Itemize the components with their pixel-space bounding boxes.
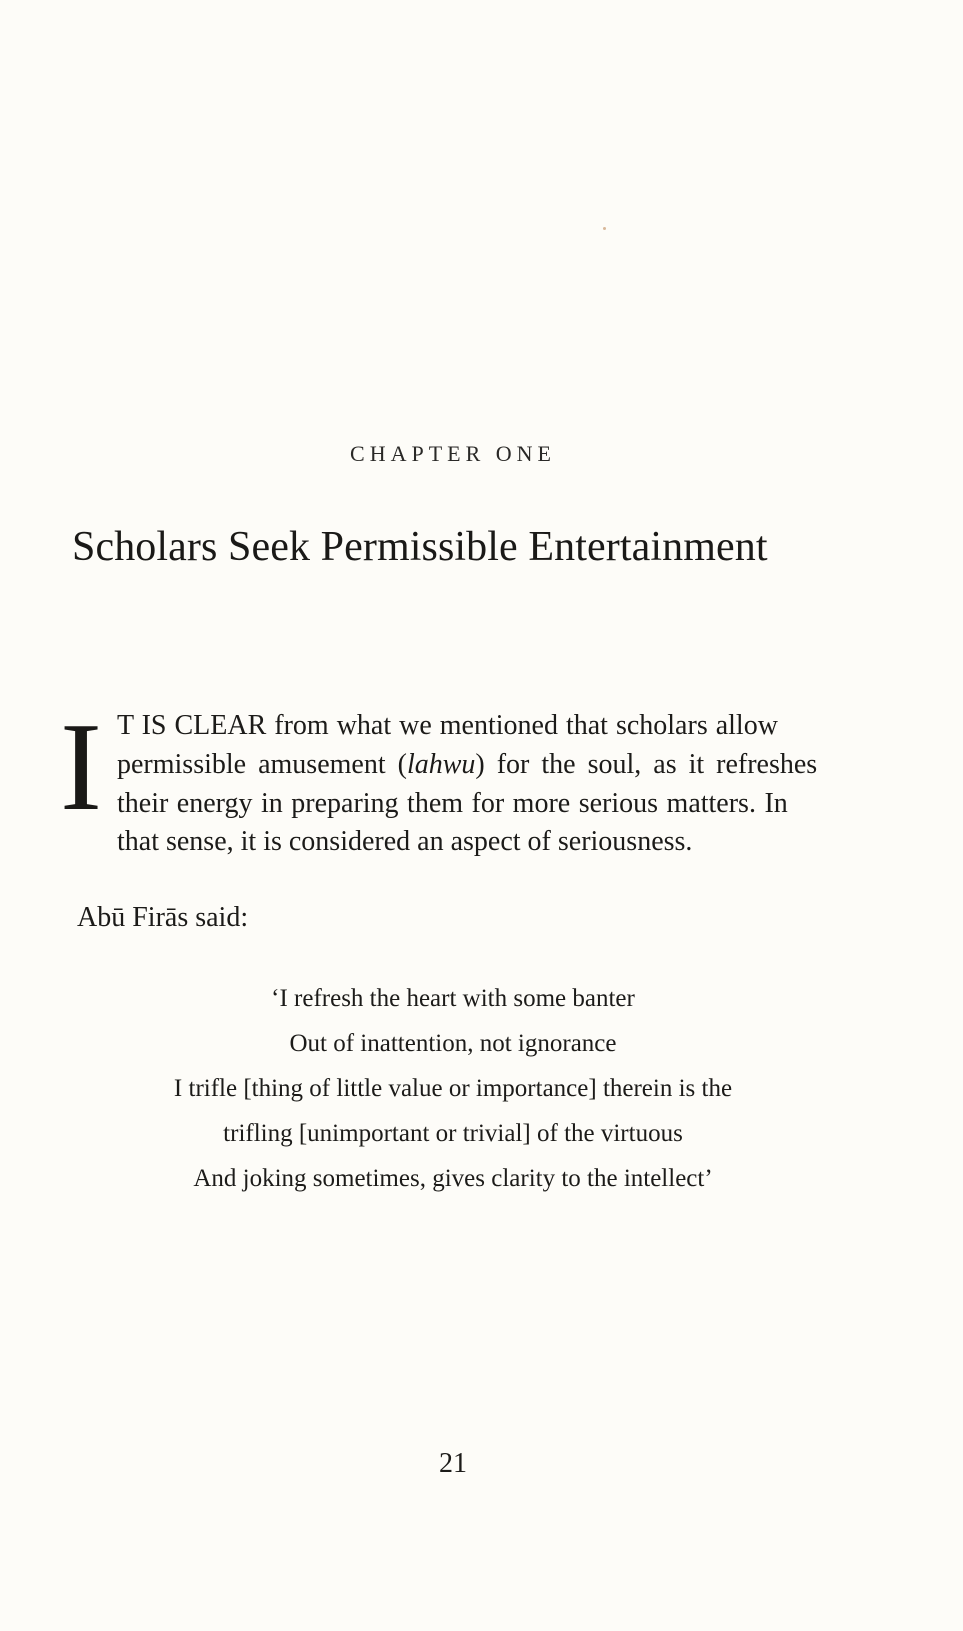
paragraph-line: their energy in preparing them for more serious matters. In bbox=[117, 788, 788, 819]
chapter-title: Scholars Seek Permissible Entertainment bbox=[72, 524, 768, 570]
verse-line: Out of inattention, not ignorance bbox=[289, 1030, 617, 1057]
paragraph-line: T IS CLEAR from what we mentioned that scholars allow bbox=[117, 710, 778, 741]
verse-line: trifling [unimportant or trivial] of the virtuous bbox=[223, 1120, 683, 1147]
verse-line: ‘I refresh the heart with some banter bbox=[271, 985, 635, 1012]
drop-cap: I bbox=[60, 698, 102, 837]
attribution: Abū Firās said: bbox=[77, 902, 249, 933]
paragraph-line: that sense, it is considered an aspect of seriousness. bbox=[117, 826, 693, 857]
paragraph-text: permissible amusement ( bbox=[117, 749, 407, 780]
page-number: 21 bbox=[439, 1448, 467, 1479]
verse-line: And joking sometimes, gives clarity to the intellect’ bbox=[193, 1165, 713, 1192]
italic-term: lahwu bbox=[406, 749, 476, 780]
paragraph-line bbox=[117, 749, 817, 781]
chapter-label: CHAPTER ONE bbox=[350, 441, 556, 466]
paper-speck bbox=[603, 227, 606, 230]
paragraph-text: ) for the soul, as it refreshes bbox=[475, 749, 818, 780]
verse-line: I trifle [thing of little value or importance] therein is the bbox=[173, 1075, 733, 1102]
